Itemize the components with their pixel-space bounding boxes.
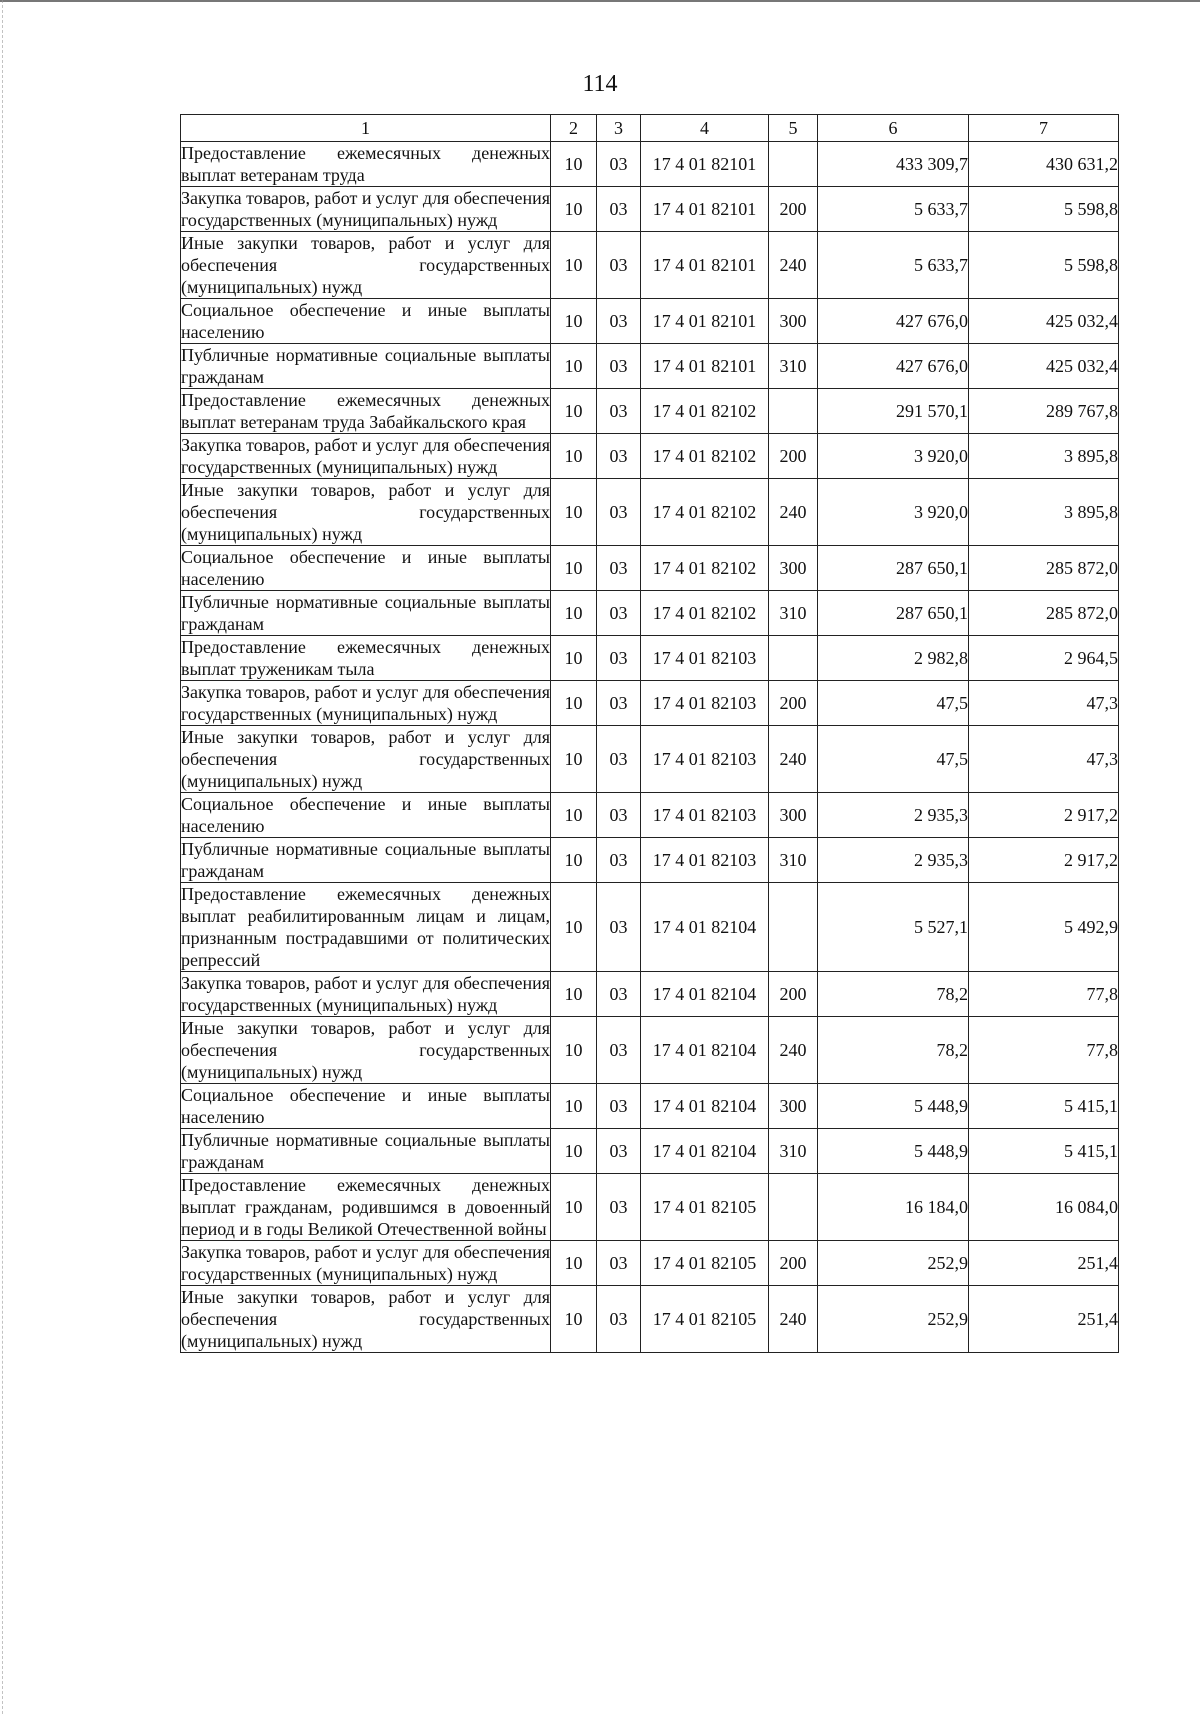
amount-col6-cell: 47,5	[818, 681, 969, 726]
section-code-cell: 10	[551, 883, 597, 972]
amount-col7-cell: 5 598,8	[969, 187, 1119, 232]
section-code-cell: 10	[551, 1084, 597, 1129]
page-number: 114	[582, 71, 618, 97]
expense-type-code-cell: 300	[769, 793, 818, 838]
table-row	[181, 793, 1119, 838]
row-name-cell: Закупка товаров, работ и услуг для обеспечения государственных (муниципальных) нужд	[181, 682, 550, 724]
amount-col7-cell: 285 872,0	[969, 546, 1119, 591]
amount-col7-cell: 285 872,0	[969, 591, 1119, 636]
section-code-cell: 10	[551, 681, 597, 726]
table-row	[181, 344, 1119, 389]
target-article-code-cell: 17 4 01 82103	[641, 681, 769, 726]
subsection-code-cell: 03	[597, 1286, 641, 1353]
target-article-code-cell: 17 4 01 82104	[641, 883, 769, 972]
amount-col7-cell: 3 895,8	[969, 479, 1119, 546]
amount-col7-cell: 251,4	[969, 1241, 1119, 1286]
expense-type-code-cell: 300	[769, 1084, 818, 1129]
table-row	[181, 972, 1119, 1017]
section-code-cell: 10	[551, 972, 597, 1017]
row-name-cell: Закупка товаров, работ и услуг для обеспечения государственных (муниципальных) нужд	[181, 188, 550, 230]
amount-col7-cell: 289 767,8	[969, 389, 1119, 434]
row-name-cell: Предоставление ежемесячных денежных выплат ветеранам труда	[181, 143, 550, 185]
expense-type-code-cell: 240	[769, 1017, 818, 1084]
amount-col7-cell: 5 415,1	[969, 1129, 1119, 1174]
amount-col7-cell: 77,8	[969, 972, 1119, 1017]
section-code-cell: 10	[551, 838, 597, 883]
section-code-cell: 10	[551, 299, 597, 344]
amount-col6-cell: 427 676,0	[818, 344, 969, 389]
section-code-cell: 10	[551, 1241, 597, 1286]
amount-col7-cell: 5 598,8	[969, 232, 1119, 299]
subsection-code-cell: 03	[597, 972, 641, 1017]
amount-col7-cell: 16 084,0	[969, 1174, 1119, 1241]
amount-col7-cell: 430 631,2	[969, 142, 1119, 187]
amount-col6-cell: 5 633,7	[818, 187, 969, 232]
amount-col6-cell: 5 448,9	[818, 1129, 969, 1174]
row-name-cell: Публичные нормативные социальные выплаты гражданам	[181, 1130, 550, 1172]
expense-type-code-cell: 200	[769, 1241, 818, 1286]
row-name-cell: Иные закупки товаров, работ и услуг для обеспечения государственных (муниципальных) нужд	[181, 233, 550, 297]
row-name-cell: Предоставление ежемесячных денежных выплат гражданам, родившимся в довоенный период и в годы Великой Отечественной войны	[181, 1175, 550, 1239]
section-code-cell: 10	[551, 1017, 597, 1084]
subsection-code-cell: 03	[597, 479, 641, 546]
amount-col6-cell: 433 309,7	[818, 142, 969, 187]
amount-col6-cell: 2 982,8	[818, 636, 969, 681]
section-code-cell: 10	[551, 434, 597, 479]
subsection-code-cell: 03	[597, 232, 641, 299]
expense-type-code-cell	[769, 1174, 818, 1241]
column-header: 5	[769, 115, 818, 142]
amount-col7-cell: 425 032,4	[969, 344, 1119, 389]
amount-col6-cell: 3 920,0	[818, 434, 969, 479]
row-name-cell: Социальное обеспечение и иные выплаты населению	[181, 794, 550, 836]
amount-col7-cell: 251,4	[969, 1286, 1119, 1353]
row-name-cell: Предоставление ежемесячных денежных выплат реабилитированным лицам и лицам, признанным пострадавшими от политических репрессий	[181, 884, 550, 970]
amount-col6-cell: 2 935,3	[818, 838, 969, 883]
amount-col7-cell: 5 492,9	[969, 883, 1119, 972]
target-article-code-cell: 17 4 01 82104	[641, 972, 769, 1017]
section-code-cell: 10	[551, 591, 597, 636]
amount-col6-cell: 291 570,1	[818, 389, 969, 434]
amount-col7-cell: 425 032,4	[969, 299, 1119, 344]
table-row	[181, 1017, 1119, 1084]
row-name-cell: Закупка товаров, работ и услуг для обеспечения государственных (муниципальных) нужд	[181, 435, 550, 477]
expense-type-code-cell: 240	[769, 1286, 818, 1353]
table-body	[181, 142, 1119, 1353]
amount-col6-cell: 427 676,0	[818, 299, 969, 344]
target-article-code-cell: 17 4 01 82102	[641, 434, 769, 479]
expense-type-code-cell: 240	[769, 232, 818, 299]
row-name-cell: Публичные нормативные социальные выплаты гражданам	[181, 592, 550, 634]
expense-type-code-cell	[769, 883, 818, 972]
target-article-code-cell: 17 4 01 82102	[641, 591, 769, 636]
table-row	[181, 636, 1119, 681]
table-row	[181, 1084, 1119, 1129]
amount-col6-cell: 252,9	[818, 1286, 969, 1353]
amount-col7-cell: 3 895,8	[969, 434, 1119, 479]
table-row	[181, 232, 1119, 299]
row-name-cell: Предоставление ежемесячных денежных выплат труженикам тыла	[181, 637, 550, 679]
section-code-cell: 10	[551, 142, 597, 187]
table-row	[181, 434, 1119, 479]
target-article-code-cell: 17 4 01 82102	[641, 546, 769, 591]
column-header: 2	[551, 115, 597, 142]
target-article-code-cell: 17 4 01 82104	[641, 1017, 769, 1084]
subsection-code-cell: 03	[597, 142, 641, 187]
subsection-code-cell: 03	[597, 389, 641, 434]
subsection-code-cell: 03	[597, 726, 641, 793]
table-row	[181, 299, 1119, 344]
section-code-cell: 10	[551, 636, 597, 681]
section-code-cell: 10	[551, 479, 597, 546]
amount-col6-cell: 287 650,1	[818, 546, 969, 591]
section-code-cell: 10	[551, 1286, 597, 1353]
target-article-code-cell: 17 4 01 82105	[641, 1241, 769, 1286]
amount-col7-cell: 2 964,5	[969, 636, 1119, 681]
row-name-cell: Социальное обеспечение и иные выплаты населению	[181, 1085, 550, 1127]
amount-col6-cell: 47,5	[818, 726, 969, 793]
subsection-code-cell: 03	[597, 1017, 641, 1084]
target-article-code-cell: 17 4 01 82103	[641, 636, 769, 681]
target-article-code-cell: 17 4 01 82101	[641, 299, 769, 344]
section-code-cell: 10	[551, 232, 597, 299]
expense-type-code-cell: 310	[769, 344, 818, 389]
row-name-cell: Иные закупки товаров, работ и услуг для обеспечения государственных (муниципальных) нужд	[181, 480, 550, 544]
subsection-code-cell: 03	[597, 1241, 641, 1286]
row-name-cell: Предоставление ежемесячных денежных выплат ветеранам труда Забайкальского края	[181, 390, 550, 432]
amount-col6-cell: 252,9	[818, 1241, 969, 1286]
table-row	[181, 726, 1119, 793]
expense-type-code-cell: 200	[769, 681, 818, 726]
row-name-cell: Публичные нормативные социальные выплаты гражданам	[181, 839, 550, 881]
table-row	[181, 838, 1119, 883]
amount-col6-cell: 3 920,0	[818, 479, 969, 546]
expense-type-code-cell	[769, 636, 818, 681]
column-header: 7	[969, 115, 1119, 142]
expense-type-code-cell: 240	[769, 479, 818, 546]
amount-col6-cell: 5 448,9	[818, 1084, 969, 1129]
target-article-code-cell: 17 4 01 82101	[641, 142, 769, 187]
amount-col7-cell: 5 415,1	[969, 1084, 1119, 1129]
table-row	[181, 479, 1119, 546]
table-row	[181, 546, 1119, 591]
table-row	[181, 389, 1119, 434]
column-header: 4	[641, 115, 769, 142]
target-article-code-cell: 17 4 01 82103	[641, 793, 769, 838]
subsection-code-cell: 03	[597, 187, 641, 232]
column-header: 1	[181, 115, 551, 142]
target-article-code-cell: 17 4 01 82101	[641, 232, 769, 299]
table-row	[181, 681, 1119, 726]
row-name-cell: Публичные нормативные социальные выплаты гражданам	[181, 345, 550, 387]
expense-type-code-cell: 310	[769, 838, 818, 883]
subsection-code-cell: 03	[597, 883, 641, 972]
table-row	[181, 142, 1119, 187]
column-header: 3	[597, 115, 641, 142]
amount-col6-cell: 16 184,0	[818, 1174, 969, 1241]
target-article-code-cell: 17 4 01 82103	[641, 838, 769, 883]
section-code-cell: 10	[551, 389, 597, 434]
amount-col6-cell: 5 527,1	[818, 883, 969, 972]
row-name-cell: Закупка товаров, работ и услуг для обеспечения государственных (муниципальных) нужд	[181, 1242, 550, 1284]
target-article-code-cell: 17 4 01 82105	[641, 1286, 769, 1353]
table-row	[181, 187, 1119, 232]
subsection-code-cell: 03	[597, 591, 641, 636]
amount-col7-cell: 47,3	[969, 726, 1119, 793]
row-name-cell: Социальное обеспечение и иные выплаты населению	[181, 547, 550, 589]
row-name-cell: Закупка товаров, работ и услуг для обеспечения государственных (муниципальных) нужд	[181, 973, 550, 1015]
section-code-cell: 10	[551, 793, 597, 838]
amount-col6-cell: 2 935,3	[818, 793, 969, 838]
target-article-code-cell: 17 4 01 82104	[641, 1084, 769, 1129]
amount-col7-cell: 2 917,2	[969, 838, 1119, 883]
target-article-code-cell: 17 4 01 82102	[641, 389, 769, 434]
section-code-cell: 10	[551, 1174, 597, 1241]
subsection-code-cell: 03	[597, 636, 641, 681]
section-code-cell: 10	[551, 1129, 597, 1174]
section-code-cell: 10	[551, 546, 597, 591]
row-name-cell: Социальное обеспечение и иные выплаты населению	[181, 300, 550, 342]
budget-table	[180, 114, 1119, 1353]
expense-type-code-cell	[769, 389, 818, 434]
table-row	[181, 591, 1119, 636]
subsection-code-cell: 03	[597, 1084, 641, 1129]
section-code-cell: 10	[551, 344, 597, 389]
subsection-code-cell: 03	[597, 434, 641, 479]
subsection-code-cell: 03	[597, 344, 641, 389]
target-article-code-cell: 17 4 01 82102	[641, 479, 769, 546]
subsection-code-cell: 03	[597, 793, 641, 838]
row-name-cell: Иные закупки товаров, работ и услуг для обеспечения государственных (муниципальных) нужд	[181, 1287, 550, 1351]
amount-col6-cell: 78,2	[818, 972, 969, 1017]
target-article-code-cell: 17 4 01 82101	[641, 344, 769, 389]
amount-col6-cell: 287 650,1	[818, 591, 969, 636]
expense-type-code-cell: 300	[769, 546, 818, 591]
subsection-code-cell: 03	[597, 1174, 641, 1241]
column-header: 6	[818, 115, 969, 142]
section-code-cell: 10	[551, 187, 597, 232]
subsection-code-cell: 03	[597, 299, 641, 344]
amount-col6-cell: 5 633,7	[818, 232, 969, 299]
expense-type-code-cell: 200	[769, 434, 818, 479]
target-article-code-cell: 17 4 01 82103	[641, 726, 769, 793]
expense-type-code-cell: 200	[769, 972, 818, 1017]
table-row	[181, 1129, 1119, 1174]
amount-col7-cell: 47,3	[969, 681, 1119, 726]
subsection-code-cell: 03	[597, 546, 641, 591]
scan-edge-line	[2, 0, 5, 1714]
expense-type-code-cell	[769, 142, 818, 187]
table-row	[181, 1174, 1119, 1241]
subsection-code-cell: 03	[597, 838, 641, 883]
expense-type-code-cell: 240	[769, 726, 818, 793]
amount-col7-cell: 2 917,2	[969, 793, 1119, 838]
table-row	[181, 883, 1119, 972]
expense-type-code-cell: 200	[769, 187, 818, 232]
table-header-row	[181, 115, 1119, 142]
section-code-cell: 10	[551, 726, 597, 793]
expense-type-code-cell: 310	[769, 1129, 818, 1174]
table-row	[181, 1241, 1119, 1286]
expense-type-code-cell: 300	[769, 299, 818, 344]
table-row	[181, 1286, 1119, 1353]
amount-col6-cell: 78,2	[818, 1017, 969, 1084]
target-article-code-cell: 17 4 01 82104	[641, 1129, 769, 1174]
amount-col7-cell: 77,8	[969, 1017, 1119, 1084]
target-article-code-cell: 17 4 01 82101	[641, 187, 769, 232]
target-article-code-cell: 17 4 01 82105	[641, 1174, 769, 1241]
row-name-cell: Иные закупки товаров, работ и услуг для обеспечения государственных (муниципальных) нужд	[181, 1018, 550, 1082]
row-name-cell: Иные закупки товаров, работ и услуг для обеспечения государственных (муниципальных) нужд	[181, 727, 550, 791]
expense-type-code-cell: 310	[769, 591, 818, 636]
subsection-code-cell: 03	[597, 1129, 641, 1174]
subsection-code-cell: 03	[597, 681, 641, 726]
